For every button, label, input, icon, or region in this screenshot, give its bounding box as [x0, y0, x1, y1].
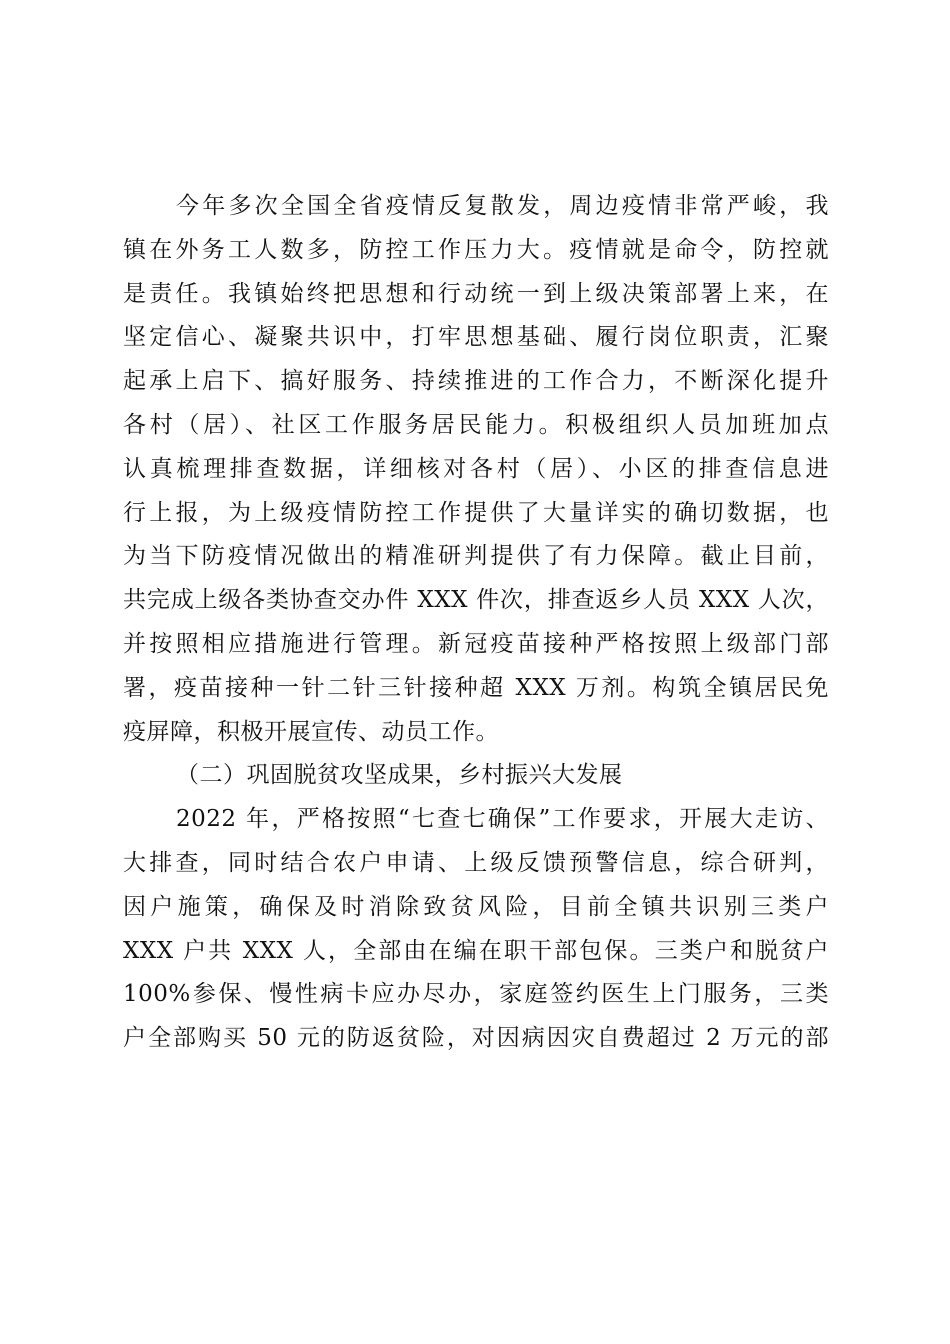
text-line: 各村（居）、社区工作服务居民能力。积极组织人员加班加点: [123, 411, 829, 438]
text-line: 行上报，为上级疫情防控工作提供了大量详实的确切数据，也: [123, 499, 829, 526]
text-line: XXX 户共 XXX 人，全部由在编在职干部包保。三类户和脱贫户: [123, 937, 829, 964]
text-line: 镇在外务工人数多，防控工作压力大。疫情就是命令，防控就: [123, 236, 829, 263]
text-line: 为当下防疫情况做出的精准研判提供了有力保障。截止目前，: [123, 543, 829, 570]
text-line: 坚定信心、凝聚共识中，打牢思想基础、履行岗位职责，汇聚: [123, 324, 829, 351]
text-line: 是责任。我镇始终把思想和行动统一到上级决策部署上来，在: [123, 280, 829, 307]
text-line: 并按照相应措施进行管理。新冠疫苗接种严格按照上级部门部: [123, 630, 829, 657]
text-line: 2022 年，严格按照“七查七确保”工作要求，开展大走访、: [176, 806, 829, 833]
text-line: 户全部购买 50 元的防返贫险，对因病因灾自费超过 2 万元的部: [123, 1025, 829, 1052]
text-line: 署，疫苗接种一针二针三针接种超 XXX 万剂。构筑全镇居民免: [123, 674, 829, 701]
text-line: 因户施策，确保及时消除致贫风险，目前全镇共识别三类户: [123, 893, 829, 920]
text-line: 认真梳理排查数据，详细核对各村（居）、小区的排查信息进: [123, 455, 829, 482]
section-heading: [123, 754, 829, 798]
document-body: [123, 185, 829, 1061]
paragraph-poverty-alleviation: [123, 798, 829, 1061]
text-line: 疫屏障，积极开展宣传、动员工作。: [123, 718, 499, 745]
text-line: 今年多次全国全省疫情反复散发，周边疫情非常严峻，我: [176, 193, 829, 219]
text-line: 起承上启下、搞好服务、持续推进的工作合力，不断深化提升: [123, 368, 829, 395]
heading-poverty-alleviation: （二）巩固脱贫攻坚成果，乡村振兴大发展: [176, 762, 623, 789]
paragraph-epidemic-control: [123, 185, 829, 754]
text-line: 共完成上级各类协查交办件 XXX 件次，排查返乡人员 XXX 人次，: [123, 587, 829, 614]
text-line: 大排查，同时结合农户申请、上级反馈预警信息，综合研判，: [123, 849, 829, 876]
text-line: 100%参保、慢性病卡应办尽办，家庭签约医生上门服务，三类: [123, 981, 829, 1008]
